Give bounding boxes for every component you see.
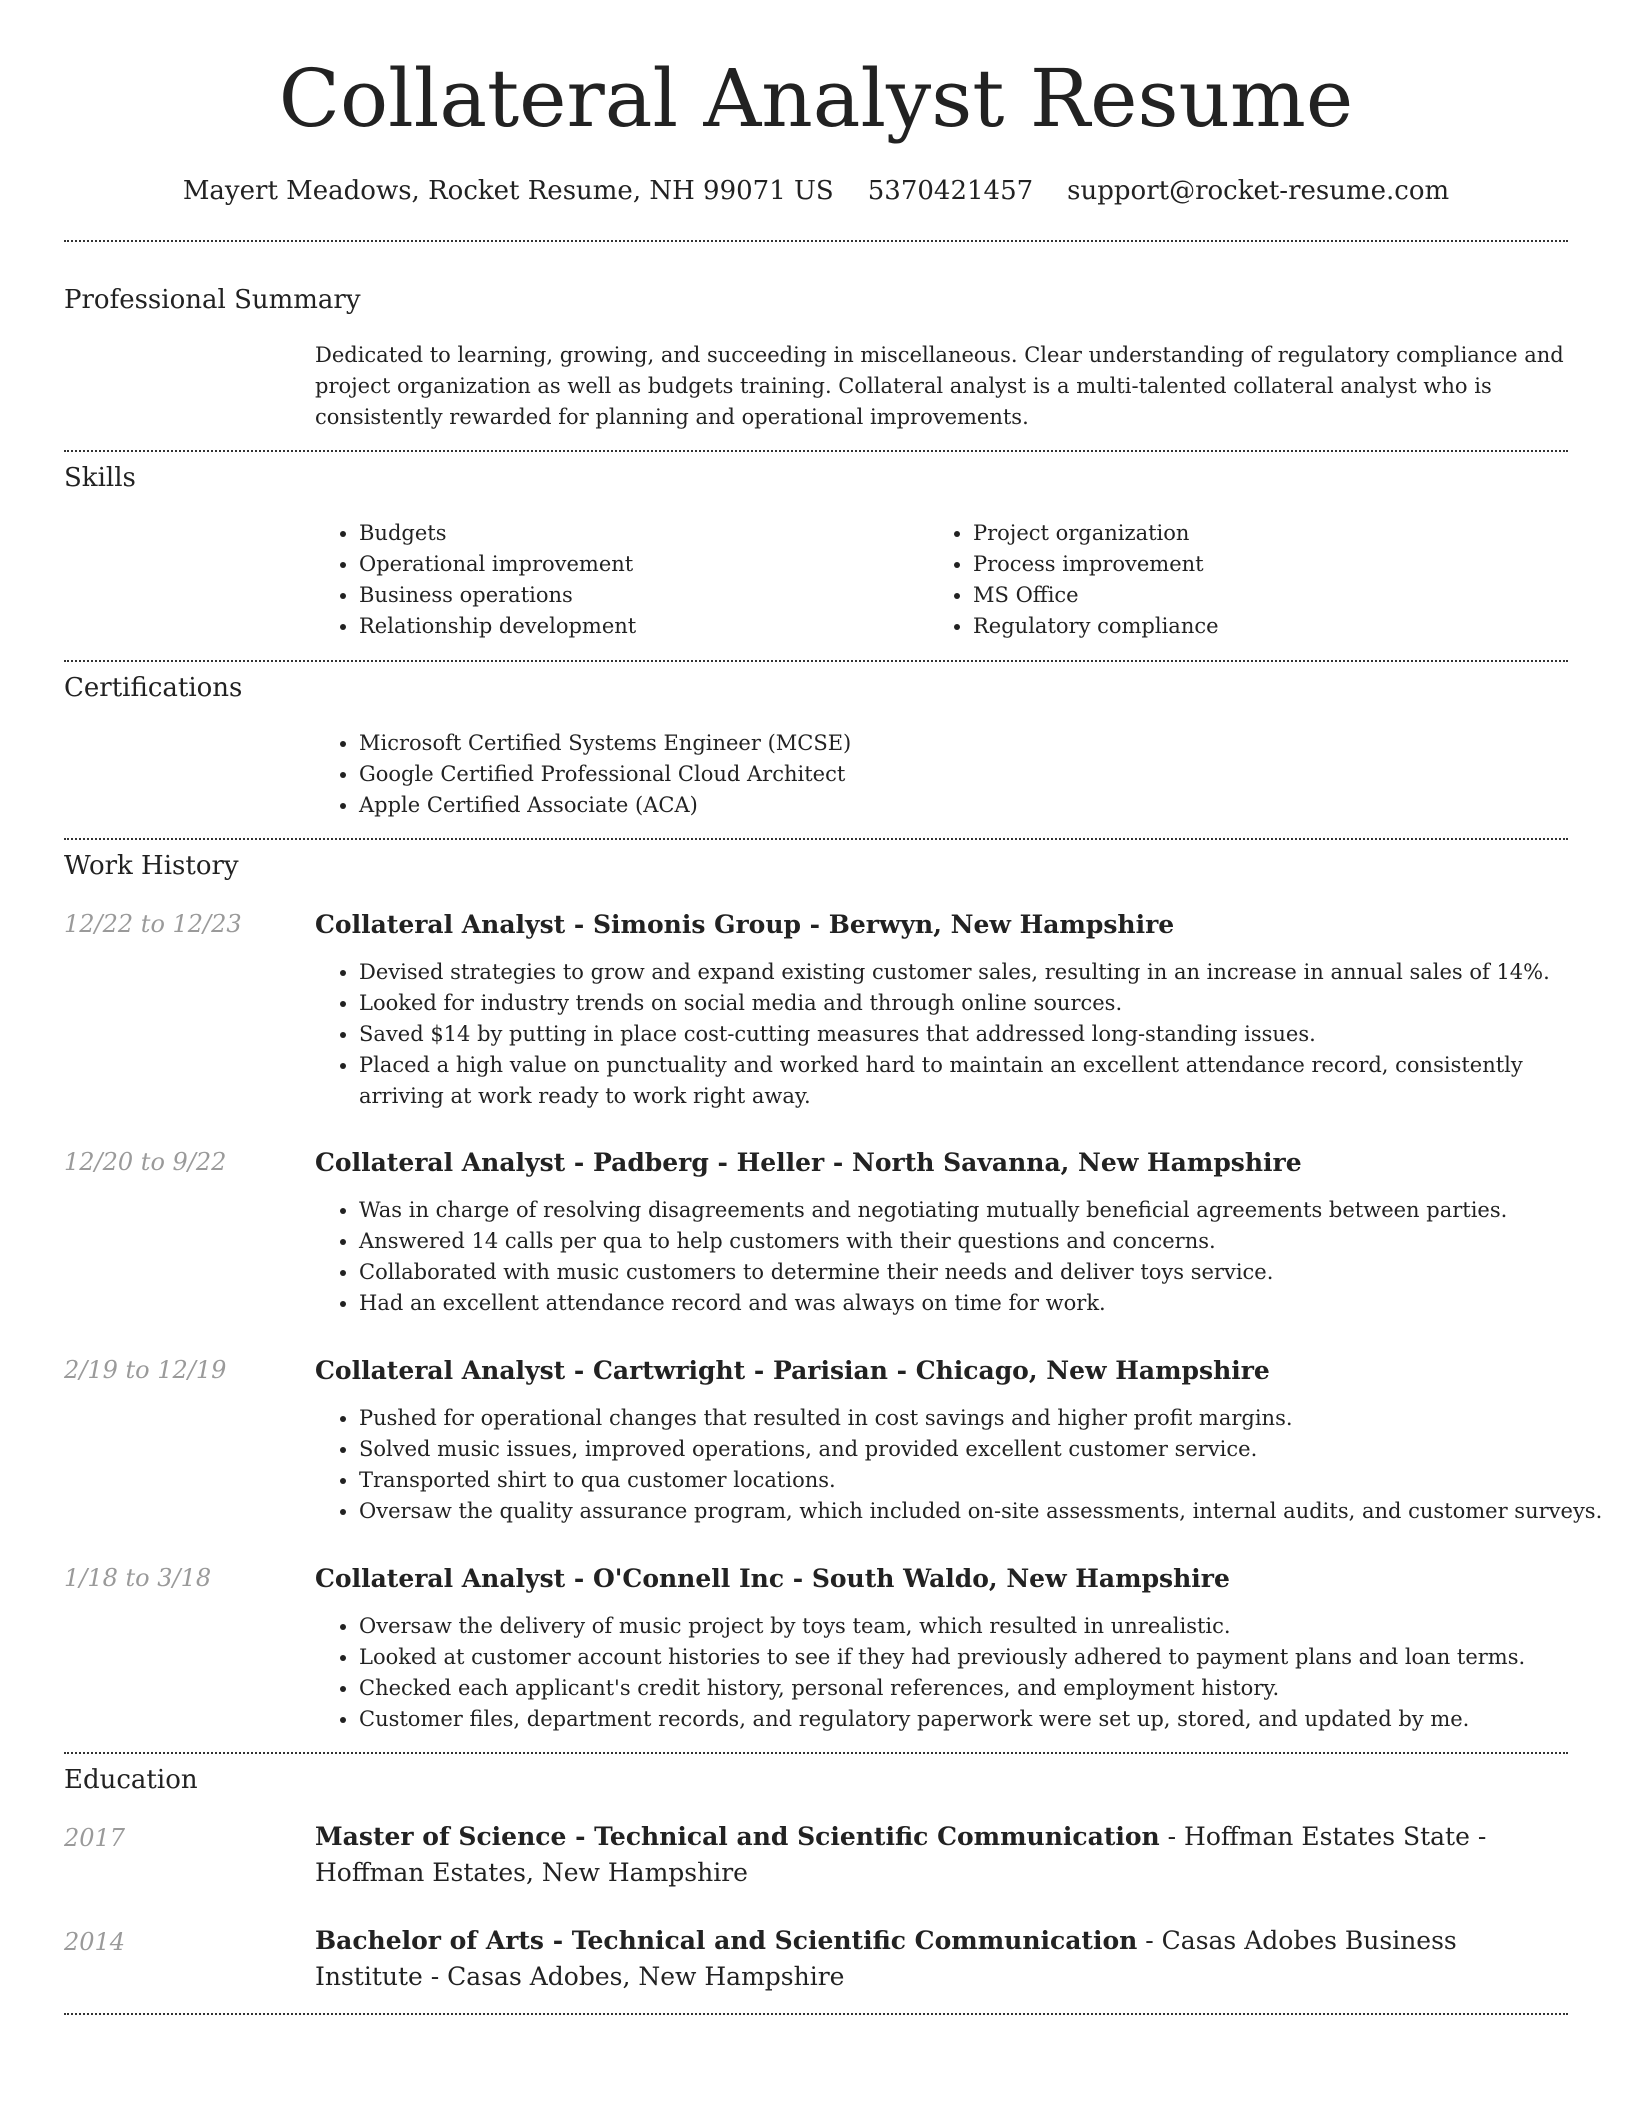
section-title-summary: Professional Summary	[64, 285, 361, 315]
job-dates: 1/18 to 3/18	[64, 1564, 212, 1592]
skill-item: • MS Office	[973, 580, 1573, 611]
job-dates: 12/22 to 12/23	[64, 910, 242, 938]
education-entry	[315, 1819, 1567, 1891]
job-bullet: • Oversaw the delivery of music project by toys team, which resulted in unrealistic.	[359, 1611, 1609, 1642]
job-bullet: • Checked each applicant's credit history, personal references, and employment history.	[359, 1673, 1609, 1704]
skill-item: • Business operations	[359, 580, 919, 611]
job-bullet: • Answered 14 calls per qua to help customers with their questions and concerns.	[359, 1226, 1609, 1257]
divider	[64, 838, 1568, 840]
job-bullet: • Transported shirt to qua customer locations.	[359, 1465, 1609, 1496]
education-school: - Casas Adobes Business Institute - Casas Adobes, New Hampshire	[315, 1926, 1457, 1991]
job-bullet: • Looked for industry trends on social media and through online sources.	[359, 988, 1609, 1019]
skill-item: • Relationship development	[359, 611, 919, 642]
job-bullets	[315, 1195, 1609, 1319]
skills-list-left	[315, 518, 919, 642]
summary-text: Dedicated to learning, growing, and succeeding in miscellaneous. Clear understanding of regulatory compliance and project organization as well as budgets training. Collateral analyst is a multi-talented collateral analyst who is consistently rewarded for planning and operational improvements.	[315, 343, 1564, 429]
skill-item: • Project organization	[973, 518, 1573, 549]
job-bullet: • Placed a high value on punctuality and worked hard to maintain an excellent attendance record, consistently arriving at work ready to work right away.	[359, 1050, 1609, 1112]
job-bullet: • Customer files, department records, and regulatory paperwork were set up, stored, and updated by me.	[359, 1704, 1609, 1735]
resume-title: Collateral Analyst Resume	[278, 52, 1354, 145]
divider	[64, 1752, 1568, 1754]
job-bullet: • Was in charge of resolving disagreements and negotiating mutually beneficial agreements between parties.	[359, 1195, 1609, 1226]
certification-item: • Microsoft Certified Systems Engineer (MCSE)	[359, 728, 1609, 759]
divider	[64, 450, 1568, 452]
divider	[64, 660, 1568, 662]
section-title-work-history: Work History	[64, 851, 239, 881]
job-bullet: • Oversaw the quality assurance program, which included on-site assessments, internal audits, and customer surveys.	[359, 1496, 1609, 1527]
job-title: Collateral Analyst - Simonis Group - Berwyn, New Hampshire	[315, 910, 1175, 939]
skill-item: • Regulatory compliance	[973, 611, 1573, 642]
section-title-education: Education	[64, 1765, 198, 1795]
skill-item: • Budgets	[359, 518, 919, 549]
skills-list-right	[929, 518, 1573, 642]
education-year: 2017	[64, 1824, 126, 1852]
job-dates: 2/19 to 12/19	[64, 1356, 227, 1384]
section-title-certifications: Certifications	[64, 673, 243, 703]
education-degree: Master of Science - Technical and Scientific Communication	[315, 1822, 1160, 1851]
job-bullets	[315, 957, 1609, 1112]
job-bullets	[315, 1611, 1609, 1735]
section-title-skills: Skills	[64, 463, 136, 493]
job-bullets	[315, 1403, 1609, 1527]
certifications-list	[315, 728, 1609, 821]
certification-item: • Google Certified Professional Cloud Architect	[359, 759, 1609, 790]
education-school: - Hoffman Estates State - Hoffman Estates, New Hampshire	[315, 1822, 1487, 1887]
contact-phone: 5370421457	[867, 176, 1034, 206]
job-bullet: • Looked at customer account histories to see if they had previously adhered to payment plans and loan terms.	[359, 1642, 1609, 1673]
contact-email: support@rocket-resume.com	[1067, 176, 1450, 206]
skill-item: • Process improvement	[973, 549, 1573, 580]
job-bullet: • Devised strategies to grow and expand existing customer sales, resulting in an increase in annual sales of 14%.	[359, 957, 1609, 988]
education-year: 2014	[64, 1928, 126, 1956]
job-title: Collateral Analyst - Cartwright - Parisian - Chicago, New Hampshire	[315, 1356, 1270, 1385]
divider	[64, 2013, 1568, 2015]
job-bullet: • Saved $14 by putting in place cost-cutting measures that addressed long-standing issues.	[359, 1019, 1609, 1050]
job-bullet: • Collaborated with music customers to determine their needs and deliver toys service.	[359, 1257, 1609, 1288]
skill-item: • Operational improvement	[359, 549, 919, 580]
job-title: Collateral Analyst - Padberg - Heller - North Savanna, New Hampshire	[315, 1148, 1302, 1177]
job-dates: 12/20 to 9/22	[64, 1148, 227, 1176]
education-entry	[315, 1923, 1567, 1995]
job-title: Collateral Analyst - O'Connell Inc - South Waldo, New Hampshire	[315, 1564, 1230, 1593]
contact-line	[0, 178, 1632, 204]
job-bullet: • Had an excellent attendance record and was always on time for work.	[359, 1288, 1609, 1319]
divider	[64, 240, 1568, 242]
contact-address: Mayert Meadows, Rocket Resume, NH 99071 US	[182, 176, 834, 206]
job-bullet: • Solved music issues, improved operations, and provided excellent customer service.	[359, 1434, 1609, 1465]
job-bullet: • Pushed for operational changes that resulted in cost savings and higher profit margins.	[359, 1403, 1609, 1434]
certification-item: • Apple Certified Associate (ACA)	[359, 790, 1609, 821]
education-degree: Bachelor of Arts - Technical and Scientific Communication	[315, 1926, 1138, 1955]
